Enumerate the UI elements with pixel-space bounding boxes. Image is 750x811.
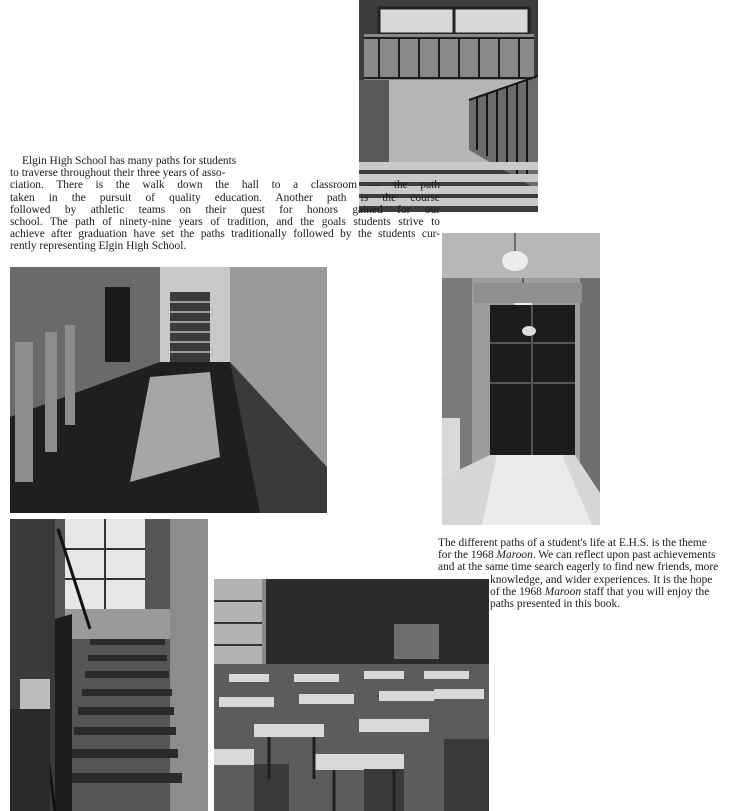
photo-corridor-door <box>442 233 600 525</box>
theme-line: The different paths of a student's life at E.H.S. is the theme <box>438 537 707 549</box>
theme-text: . We can reflect upon past achievements <box>532 549 716 562</box>
intro-line: Elgin High School has many paths for students <box>22 155 237 167</box>
theme-paragraph <box>410 537 740 610</box>
theme-line: paths presented in this book. <box>490 598 621 611</box>
theme-line <box>410 586 740 598</box>
theme-text: of the 1968 <box>490 585 545 598</box>
photo-staircase <box>10 519 208 811</box>
intro-line: ciation. There is the walk down the hall to a classroom — the path <box>10 179 440 192</box>
intro-line: taken in the pursuit of quality education. Another path is the course <box>10 191 440 204</box>
intro-paragraph <box>10 155 440 253</box>
yearbook-title: Maroon <box>496 549 533 562</box>
intro-line: to traverse throughout their three years of asso- <box>10 167 226 180</box>
theme-line <box>410 549 740 561</box>
intro-line: followed by athletic teams on their quest for honors gained for our <box>10 203 440 216</box>
photo-classroom <box>214 579 489 811</box>
theme-text: for the 1968 <box>438 549 497 562</box>
photo-hallway <box>10 267 327 513</box>
intro-line: rently representing Elgin High School. <box>10 240 187 253</box>
intro-line: achieve after graduation have set the paths traditionally followed by the students cur- <box>10 228 440 241</box>
theme-line: knowledge, and wider experiences. It is the hope <box>490 573 713 586</box>
theme-text: staff that you will enjoy the <box>581 585 710 598</box>
theme-line: and at the same time search eagerly to find new friends, more <box>438 561 719 574</box>
intro-line: school. The path of ninety-nine years of tradition, and the goals students strive to <box>10 216 440 229</box>
yearbook-title: Maroon <box>544 585 582 598</box>
